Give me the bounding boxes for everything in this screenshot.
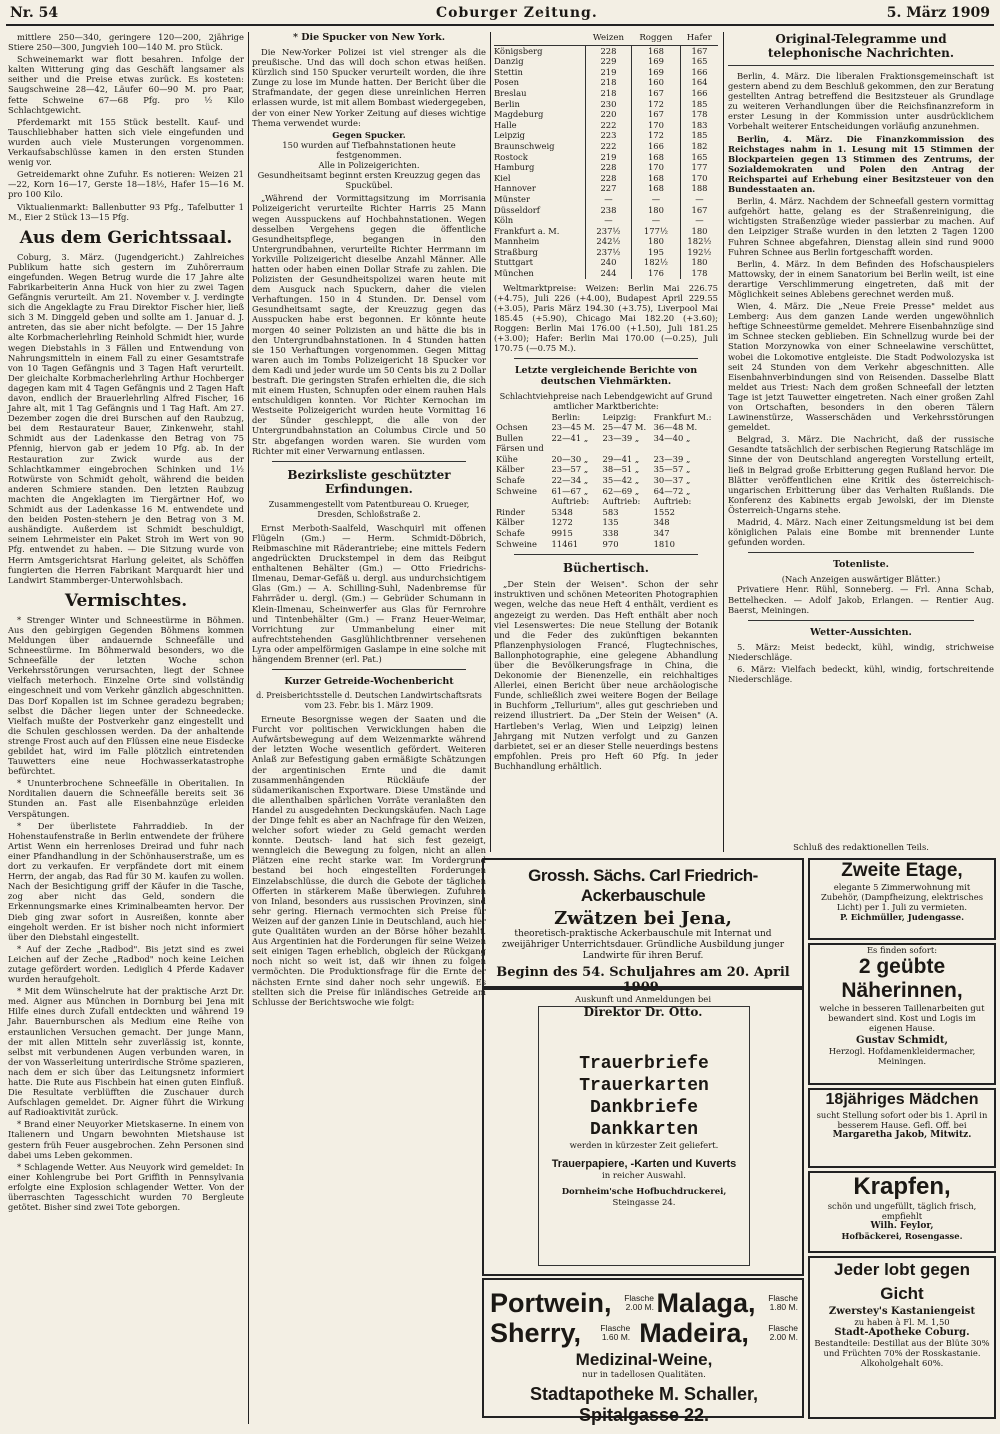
- ad-line: Steingasse 24.: [612, 1198, 676, 1208]
- table-cell: 135: [602, 517, 619, 528]
- grain-market: Getreidemarkt ohne Zufuhr. Es notieren: Weizen 21—22, Korn 16—17, Gerste 18—18½, Hafer 15—16 M. pro 100 Kilo.: [8, 169, 244, 200]
- table-cell: 223: [585, 130, 631, 141]
- table-cell: Stuttgart: [494, 257, 533, 268]
- wine-advertisement: [482, 1278, 804, 1425]
- apartment-ad: Zweite Etage, elegante 5 Zimmerwohnung mit Zubehör, (Dampfheizung, elektrisches Licht) per 1. Juli zu vermieten. P. Eichmüller, Judengasse.: [808, 858, 996, 940]
- weather-heading: Wetter-Aussichten.: [810, 626, 912, 638]
- table-row: [494, 247, 718, 258]
- table-row: [494, 528, 718, 539]
- table-cell: 22—34 „: [551, 475, 589, 486]
- court-report: Coburg, 3. März. (Jugendgericht.) Zahlreiches Publikum hatte sich gestern im Zuhörerraum eingefunden. Wegen Betrug wurde die 17 Jahre alte Fabrikarbeiterin Anna Huck von hier zu zwei Tagen Gefängnis verurteilt. Am 21. November v. J. verdingte sich die Angeklagte zu Frau Direktor Fischer hier, ließ sich 3 M. Dinggeld geben und sollte am 1. Januar d. J. antreten, das sie aber nicht befolgte. — Der 15 Jahre alte Korbmacherlehrling Reinhold Schmidt hier, wurde wegen Diebstahls in 3 Fällen und Entwendung von Nahrungsmitteln in einem Fall zu einer Gesamtstrafe von 10 Tagen Gefängnis und 3 Tagen Haft verurteilt. Der gleichalte Korbmacherlehrling Arthur Hochberger dagegen kam mit 4 Tagen Gefängnis und 2 Tagen Haft davon, endlich der Brauerlehrling Alfred Fischer, 16 Jahre alt, mit 1 Tag Gefängnis und 1 Tag Haft. Am 27. Dezember zogen die drei Burschen auf den Raubzug, bei dem Restaurateur Bauer, Zinkenwehr, stahl Schmidt aus der Ladenkasse den Betrag von 75 Pfennig, hiervon gab er jedem 10 Pfg. ab. In der Restauration zur Zwick wurde aus der Schlachtkammer eingebrochen Schinken und 1½ Rotwürste von Schmidt geholt, während die beiden anderen Schmiere standen. Den letzten Raubzug machten die Angeklagten im Tiergärtner Hof, wo Schmidt aus der Ladenkasse 16 M. entwendete und den beiden Posten-stehern je den Betrag von 3 M. aushändigte. Außerdem ist Schmidt beschuldigt, seinem Lehrmeister ein Paket Stroh im Wert von 90 Pfg. entwendet zu haben. — Die Sitzung wurde von Herrn Amtsgerichtsrat Harlung geleitet, als Schöffen fungierten die Herren Fabrikant Marquardt hier und Landwirt Stammberger-Unterwohlsbach.: [8, 251, 244, 585]
- table-cell: Stettin: [494, 66, 523, 77]
- table-cell: Kälber: [496, 517, 525, 528]
- telegram: Berlin, 4. März. Die liberalen Fraktionsgemeinschaft ist gestern abend zu dem Beschluß gekommen, den zur Beratung gestellten Antrag betreffend die Besitzsteuer als Grundlage zu weiteren Verhandlungen über die Reichsfinanzreform in erster Lesung in der Kommission unter ausdrücklichem Vorbehalt weiterer Entscheidungen vorläufig anzunehmen.: [728, 71, 994, 132]
- column-rule: [248, 32, 249, 1424]
- wine-quality: nur in tadellosen Qualitäten.: [582, 1370, 706, 1380]
- table-cell: [549, 443, 600, 454]
- table-row: [494, 443, 718, 454]
- divider: [272, 461, 466, 462]
- table-cell: 182½: [680, 236, 718, 247]
- table-cell: Kiel: [494, 172, 511, 183]
- classifieds-column: [808, 858, 996, 1418]
- column-rule: [490, 32, 491, 852]
- table-cell: 229: [585, 56, 631, 67]
- ad-line: Dankbriefe: [589, 1098, 699, 1118]
- table-cell: 218: [585, 77, 631, 88]
- school-director: Direktor Dr. Otto.: [583, 1005, 703, 1019]
- table-cell: —: [631, 215, 680, 226]
- table-cell: 970: [602, 538, 619, 549]
- table-cell: Leipzig: [494, 130, 526, 141]
- table-cell: Auftrieb:: [551, 496, 590, 507]
- job-seeker-ad: 18jähriges Mädchen sucht Stellung sofort oder bis 1. April in besserem Hause. Gefl. Off. bei Margaretha Jakob, Mitwitz.: [808, 1088, 996, 1168]
- patents-heading: Bezirksliste geschützter Erfindungen.: [287, 467, 451, 496]
- patents-list: Ernst Merboth-Saalfeld, Waschquirl mit offenen Flügeln (Gm.) — Herm. Schmidt-Döbrich, Reibmaschine mit Räderantriebe; eine mittels Federn angedrückten Druckstempel in dem das Reibgut enthaltenen Behälter (Gm.) — Otto Friedrichs-Ilmenau, Demar-Gefäß u. dergl. aus undurchsichtigem Glas (Gm.) — A. Schilling-Suhl, Nadenbremse für Fahrräder u. dergl. (Gm.) — Gebrüder Schumann in Klein-Ilmenau, Scheinwerfer aus Glas für Fernrohre und Tintenbehälter (Gm.) — Franz Heuer-Weimar, Vorrichtung zur Ummanbelung einer mit aufrechtstehenden Gasglühlichtbrenner versehenen Lyra oder ampelförmigen Gaslampe in eine solche mit hängendem Brenner (erl. Pat.): [252, 522, 486, 664]
- table-cell: 30—37 „: [653, 475, 691, 486]
- weather-forecast: 6. März: Vielfach bedeckt, kühl, windig, fortschreitende Niederschläge.: [728, 663, 994, 684]
- table-cell: Hamburg: [494, 162, 535, 173]
- column-4: [728, 32, 994, 842]
- table-cell: 168: [631, 183, 680, 194]
- table-cell: Magdeburg: [494, 109, 544, 120]
- column-1: [8, 32, 244, 1424]
- table-row: [494, 422, 718, 433]
- wine-name: Malaga,: [656, 1288, 756, 1318]
- table-cell: 182: [680, 141, 718, 152]
- pig-market: Schweinemarkt war flott besahren. Infolge der kalten Witterung ging das Geschäft langsamer als seither und die Preise etwas zurück. Es kosteten: Saugschweine 28—42, Läufer 60—90 M. pro Paar, fette Schweine 67—68 Pfg. pro ½ Kilo Schlachtgewicht.: [8, 54, 244, 115]
- bakery-ad: Krapfen, schön und ungefüllt, täglich frisch, empfiehlt Wilh. Feylor, Hofbäckerei, Rosengasse.: [808, 1171, 996, 1253]
- telegram: Madrid, 4. März. Nach einer Zeitungsmeldung ist bei dem königlichen Palais eine Bombe mit brennender Lunte gefunden worden.: [728, 517, 994, 548]
- table-row: [494, 475, 718, 486]
- divider: [514, 554, 698, 555]
- table-cell: Auftrieb:: [602, 496, 641, 507]
- table-cell: München: [494, 268, 534, 279]
- table-cell: 23—39 „: [653, 453, 691, 464]
- table-cell: 168: [631, 173, 680, 184]
- deaths-list: Privatiere Henr. Rühl, Sonneberg. — Frl. Anna Schab, Bettelhecken. — Adolf Jakob, Erlangen. — Rentier Aug. Baerst, Meiningen.: [728, 584, 994, 615]
- school-name: Grossh. Sächs. Carl Friedrich-Ackerbauschule: [528, 866, 758, 905]
- table-cell: 166: [631, 141, 680, 152]
- ad-line: Trauerbriefe: [579, 1054, 709, 1074]
- cattle-table-header: Frankfurt M.:: [653, 411, 712, 422]
- grain-table-header: Roggen: [631, 32, 680, 45]
- table-cell: 172: [631, 99, 680, 110]
- spitters-caption: Alle in Polizeigerichten.: [318, 160, 420, 171]
- table-cell: 244: [585, 268, 631, 279]
- grain-table-header: Hafer: [680, 32, 718, 45]
- school-advertisement: [482, 858, 804, 1019]
- table-cell: 170: [680, 173, 718, 184]
- table-row: [494, 67, 718, 78]
- misc-heading: Vermischtes.: [64, 590, 188, 611]
- table-cell: Braunschweig: [494, 140, 555, 151]
- misc-item: * Der überlistete Fahrraddieb. In der Hohenstaufenstraße in Berlin entwendete der frühere Artist Wenn ein herrenloses Dreirad und fuhr nach einer Pfandhandlung in der Schönhauserstraße, um es dort zu verkaufen. Er verpfändete dort mit einem Herrn, der angab, das Rad für 30 M. kaufen zu wollen. Nach der Besichtigung griff der Käufer in die Tasche, zog aber nicht das Geld, sondern die Erkennungsmarke eines Kriminalbeamten hervor. Der Dieb ging zwar sofort in Ausreißen, konnte aber eingeholt werden. Er ist bisher noch nicht informiert über den Diebstahl eingestellt.: [8, 820, 244, 942]
- table-cell: 166: [680, 67, 718, 78]
- table-cell: 1552: [653, 506, 675, 517]
- food-market: Viktualienmarkt: Ballenbutter 93 Pfg., Tafelbutter 1 M., Eier 2 Stück 13—15 Pfg.: [8, 201, 244, 222]
- table-cell: 164: [680, 77, 718, 88]
- divider: [514, 358, 698, 359]
- ad-line: Trauerpapiere, -Karten und Kuverts: [551, 1158, 737, 1170]
- table-row: [494, 173, 718, 184]
- table-row: [494, 433, 718, 444]
- table-cell: 9915: [551, 528, 573, 539]
- table-cell: 1810: [653, 538, 675, 549]
- table-row: [494, 215, 718, 226]
- table-cell: 36—48 M.: [653, 422, 698, 433]
- table-row: [494, 183, 718, 194]
- books-heading: Büchertisch.: [563, 561, 649, 576]
- table-cell: 222: [585, 141, 631, 152]
- table-cell: 228: [585, 162, 631, 173]
- cattle-price-table: [494, 412, 718, 550]
- end-of-editorial: Schluß des redaktionellen Teils.: [793, 842, 929, 852]
- table-row: [494, 454, 718, 465]
- telegram: Berlin, 4. März. In dem Befinden des Hofschauspielers Mattowsky, der in einem Sanatorium bei Berlin weilt, ist eine derartige Verschlimmerung eingetreten, daß mit der Möglichkeit seines Ablebens gerechnet werden muß.: [728, 258, 994, 299]
- table-cell: Färsen und: [496, 443, 544, 454]
- table-cell: Danzig: [494, 56, 524, 67]
- telegram: Berlin, 4. März. Nachdem der Schneefall gestern vormittag aufgehört hatte, gelang es der Straßenreinigung, die wichtigsten Straßenzüge wieder passierbar zu machen. Auf den Leipziger Straße wurden in den letzten 2 Tagen 1200 Fuhren Schnee abgefahren, Dienstag allein sind rund 9000 Fuhren Schnee aus Berlin fortgeschafft worden.: [728, 196, 994, 257]
- table-cell: Schafe: [496, 475, 525, 486]
- spitters-heading: * Die Spucker von New York.: [292, 32, 446, 43]
- table-cell: 178: [680, 268, 718, 279]
- table-cell: Düsseldorf: [494, 204, 540, 215]
- table-cell: 177½: [631, 226, 680, 237]
- table-cell: 23—39 „: [602, 432, 640, 443]
- table-cell: 242½: [585, 236, 631, 247]
- table-cell: Straßburg: [494, 246, 538, 257]
- misc-item: * Mit dem Wünschelrute hat der praktische Arzt Dr. med. Aigner aus München in Dornburg bei Jena mit Hilfe eines durch Zufall entdeckten und während 19 Jahr. Bauernburschen als Medium eine Reihe von erstaunlichen Versuchen gemacht. Der junge Mann, der mit allen Mitteln sehr zuverlässig ist, konnte, selbst mit verbundenen Augen verbunden waren, in der von Wasserleitung unterirdische Ströme spazieren, nach dem er sich über das Leitungsnetz informiert hatte. Die Rute aus Fischbein hat einen guten Einfluß. Die Resultate verblüfften die Zuschauer durch Aufschlagen gemeldet. Dr. Aigner führt die Wirkung auf Radioaktivität zurück.: [8, 986, 244, 1118]
- telegram: Berlin, 4. März. Die Finanzkommission des Reichstages nahm in 1. Lesung mit 15 Stimmen der Blockparteien gegen 13 Stimmen des Zentrums, der Sozialdemokraten und Polen den Antrag der Reichspartei auf Erhebung einer Besitzsteuer von den Bundesstaaten an.: [728, 133, 994, 195]
- ad-line: Dornheim'sche Hofbuchdruckerei,: [561, 1187, 727, 1197]
- table-cell: —: [585, 215, 631, 226]
- table-cell: 583: [602, 506, 619, 517]
- table-row: [494, 507, 718, 518]
- world-market-prices: Weltmarktpreise: Weizen: Berlin Mai 226.75 (+4.75), Juli 226 (+4.00), Budapest April 229.55 (+3.05), Paris März 194.30 (+3.75), Liverpool Mai 185.45 (+5.90), Chicago Mai 182.20 (+3.60); Roggen: Berlin Mai 176.00 (+1.50), Juli 181.25 (+3.00); Hafer: Berlin Mai 170.00 (—0.25), Juli 170.75 (—0.75 M.).: [494, 282, 718, 354]
- table-cell: 170: [631, 162, 680, 173]
- table-row: [494, 56, 718, 67]
- table-cell: 238: [585, 205, 631, 216]
- table-row: [494, 152, 718, 163]
- table-cell: 348: [653, 517, 670, 528]
- table-cell: Münster: [494, 193, 530, 204]
- table-row: [494, 268, 718, 279]
- table-row: [494, 120, 718, 131]
- table-cell: 167: [680, 205, 718, 216]
- deaths-heading: Totenliste.: [833, 559, 889, 571]
- table-cell: Schweine: [496, 485, 537, 496]
- table-cell: 219: [585, 152, 631, 163]
- misc-item: * Brand einer Neuyorker Mietskaserne. In einem von Italienern und Ungarn bewohnten Mietshause ist gestern früh Feuer ausgebrochen. Zehn Personen sind dabei ums Leben gekommen.: [8, 1119, 244, 1160]
- table-cell: 167: [631, 88, 680, 99]
- table-cell: 176: [631, 268, 680, 279]
- table-cell: 219: [585, 67, 631, 78]
- misc-item: * Strenger Winter und Schneestürme in Böhmen. Aus den gebirgigen Gegenden Böhmens kommen Meldungen über andauernde Schneefälle und Schneestürme. Im Böhmerwald besonders, wo die Schneefälle der letzten Woche schon Verkehrsstörungen verursachten, liegt der Schnee vielfach meterhoch. Einzelne Orte sind vollständig eingeschneit und vom Verkehr gänzlich abgeschnitten. Das Dorf Kopallen ist im Schnee geradezu begraben; selbst die Dächer liegen unter der Schneedecke. Vielfach mußte der Postverkehr ganz eingestellt und die Schulen geschlossen werden. Da der anhaltende strenge Frost auch auf den Flüssen eine neue Eisdecke gebildet hat, wird im Falle plötzlich eintretenden Tauwetters eine neue Hochwasserkatastrophe befürchtet.: [8, 614, 244, 777]
- table-cell: Königsberg: [494, 45, 543, 56]
- wine-price: Flasche 2.00 M.: [768, 1323, 798, 1342]
- table-cell: 228: [585, 45, 631, 56]
- misc-item: * Ununterbrochene Schneefälle in Oberitalien. In Norditalien dauern die Schneefälle bereits seit 36 Stunden an. Fast alle Eisenbahnzüge erleiden Verspätungen.: [8, 778, 244, 819]
- gout-remedy-ad: Jeder lobt gegen Gicht Zwerstey's Kastaniengeist zu haben à Fl. M. 1,50 Stadt-Apotheke Coburg. Bestandteile: Destillat aus der Blüte 30% und Früchten 70% der Rosskastanie. Alkoholgehalt 60%.: [808, 1256, 996, 1419]
- table-cell: 167: [680, 45, 718, 56]
- books-review: „Der Stein der Weisen". Schon der sehr instruktiven und schönen Meteoriten Photographien wegen, welche das neue Heft 4 enthält, verdient es angezeigt zu werden. Das Heft enthält aber noch viel Lesenswertes: Die neue Stellung der Botanik und die Feder des zukünftigen bekannten Pflanzenphysiologen Francé, Flugtechnisches, Ballonphotographie, eine gelegene Abhandlung über die Bevölkerungsfrage in China, die Dekonomie der Bienenzelle, ein reichhaltiges Allerlei, einen Bericht über neue archäologische Funde, schließlich zwei weitere Bogen der Beilage in Buchform „Tellurium", alles gut geschrieben und reizend illustriert. Da „Der Stein der Weisen" (A. Hartleben's Verlag, Wien und Leipzig) leinen Jahrgang mit Nutzen verfolgt und zu Ganzen darbietet, sei er an dieser Stelle neuerdings bestens empfohlen. Preis pro Heft 60 Pfg. In jeder Buchhandlung erhältlich.: [494, 579, 718, 771]
- table-cell: 5348: [551, 506, 573, 517]
- ad-frame: [538, 1006, 750, 1266]
- issue-date: 5. März 1909: [886, 5, 990, 21]
- telegrams-heading: Original-Telegramme und telephonische Nachrichten.: [767, 32, 955, 60]
- table-cell: Posen: [494, 77, 519, 88]
- table-cell: 35—57 „: [653, 464, 691, 475]
- table-cell: Ochsen: [496, 422, 528, 433]
- table-cell: 29—41 „: [602, 453, 640, 464]
- table-cell: Mannheim: [494, 236, 540, 247]
- table-row: [494, 517, 718, 528]
- divider: [728, 65, 994, 66]
- table-row: [494, 88, 718, 99]
- table-cell: 338: [602, 528, 619, 539]
- newspaper-title: Coburger Zeitung.: [436, 5, 598, 21]
- misc-item: * Auf der Zeche „Radbod". Bis jetzt sind es zwei Leichen auf der Zeche „Radbod" noch keine Leichen zutage gefördert worden. Lediglich 4 Pferde Kadaver wurden heraufgeholt.: [8, 943, 244, 985]
- table-cell: 38—51 „: [602, 464, 640, 475]
- court-heading: Aus dem Gerichtssaal.: [19, 227, 233, 248]
- table-cell: [652, 443, 718, 454]
- grain-table-header: [494, 32, 585, 45]
- wine-price: Flasche 1.80 M.: [768, 1293, 798, 1312]
- spitters-caption: Gesundheitsamt beginnt ersten Kreuzzug gegen das Spuckübel.: [257, 170, 481, 191]
- table-cell: 165: [680, 56, 718, 67]
- table-cell: 62—69 „: [602, 485, 640, 496]
- ad-line: in reicher Auswahl.: [602, 1171, 686, 1181]
- cattle-table-header: Berlin:: [551, 411, 581, 422]
- table-cell: 168: [631, 45, 680, 56]
- table-cell: 347: [653, 528, 670, 539]
- table-cell: 170: [631, 120, 680, 131]
- table-cell: 228: [585, 173, 631, 184]
- table-cell: 182½: [631, 257, 680, 268]
- table-cell: 230: [585, 99, 631, 110]
- table-cell: Frankfurt a. M.: [494, 225, 560, 236]
- mourning-cards-advertisement: [482, 988, 804, 1276]
- spitters-report: „Während der Vormittagsitzung im Morrisania Polizeigericht verurteilte Richter Harris 25 Mann wegen Ausspuckens auf Hochbahnstationen. Wegen desselben Vergehens gegen die öffentliche Gesundheitspflege, begangen in den Untergrundbahnen, verurteilte Richter Herrmann im Yorkville Polizeigericht dieselbe Anzahl Männer. Alle hatten oder haben einen Dollar Strafe zu zahlen. Die Polizisten der Gesundheitspolizei waren heute mit dem Ausguck nach Spuckern, daher die vielen Verhaftungen. 150 in 4 Stunden. Dr. Densel vom Gesundheitsamt sagte, der Kreuzzug gegen das Ausspucken habe erst begonnen. Er könnte heute morgen 40 seiner Polizisten an und hätte die bis in den Untergrundbahnstationen. In 4 Stunden hatten sie 150 Verhaftungen vorgenommen. Gegen Mittag waren auch im Tombs Polizeigericht 18 Spucker vor dem Kadi und jeder wurde um 50 Cents bis zu 2 Dollar bestraft. Die geringsten Strafen erhielten die, die sich mit einem Husten, Schnupfen oder einem rauhen Hals entschuldigen konnten. Vor Richter Kernochan im Westseite Polizeigericht wurden heute Vormittag 16 der Sünder geschleppt, die alle von der Untergrundbahnstation an Columbus Circle und 50 Str. abgefangen worden waren. Sie wurden vom Richter mit einer Verwarnung entlassen.: [252, 193, 486, 456]
- spitters-intro: Die New-Yorker Polizei ist viel strenger als die preußische. Und das will doch schon etwas heißen. Kürzlich sind 150 Spucker verurteilt worden, die ihre Zunge zu lose im Munde hatten. Der Bericht über die Strafmandate, der gegen diese unreinlichen Herren erlassen wurde, ist mit allem Bombast wiedergegeben, der von einer New Yorker Zeitung auf dieses wichtige Thema verwendet wurde:: [252, 47, 486, 128]
- table-cell: Schweine: [496, 538, 537, 549]
- table-cell: 180: [631, 205, 680, 216]
- table-cell: 237½: [585, 226, 631, 237]
- table-row: [494, 205, 718, 216]
- cattle-subtitle: Schlachtviehpreise nach Lebendgewicht auf Grund amtlicher Marktberichte:: [499, 391, 713, 412]
- table-cell: 180: [680, 226, 718, 237]
- table-cell: 192½: [680, 247, 718, 258]
- cattle-prices: mittlere 250—340, geringere 120—200, 2jährige Stiere 250—300, Jungvieh 100—140 M. pro Stück.: [8, 32, 244, 53]
- cattle-table-header: Leipzig:: [602, 411, 637, 422]
- table-row: [494, 194, 718, 205]
- table-row: [494, 109, 718, 120]
- table-cell: Breslau: [494, 87, 527, 98]
- table-cell: Hannover: [494, 183, 536, 194]
- telegram: Belgrad, 3. März. Die Nachricht, daß der russische Gesandte tatsächlich der serbischen Regierung Ratschläge im Sinne der von Deutschland angeregten Vorstellung erteilt, ließ in Belgrad große Erbitterung gegen Rußland hervor. Die Blätter veröffentlichen eine Kritik des österreichisch-ungarischen Erbitterung über das Verhalten Rußlands. Die Konferenz des Kabinetts ergab Jewolski, der im Dienste Österreich-Ungarns stehe.: [728, 434, 994, 515]
- divider: [748, 620, 974, 621]
- misc-item: * Schlagende Wetter. Aus Neuyork wird gemeldet: In einer Kohlengrube bei Port Griffith in Pennsylvania erfolgte eine Explosion schlagender Wetter. Von der überraschten Tagesschicht wurden 70 Bergleute getötet. Bisher sind zwei Tote geborgen.: [8, 1161, 244, 1213]
- table-row: [494, 141, 718, 152]
- spitters-caption: Gegen Spucker.: [332, 129, 406, 140]
- table-cell: 168: [631, 152, 680, 163]
- school-location: Zwätzen bei Jena,: [554, 908, 732, 929]
- table-cell: 23—45 M.: [551, 422, 596, 433]
- table-cell: Bullen: [496, 432, 524, 443]
- table-cell: 160: [631, 77, 680, 88]
- table-cell: 11461: [551, 538, 579, 549]
- table-cell: 188: [680, 183, 718, 194]
- grain-report-source: d. Preisberichtsstelle d. Deutschen Landwirtschaftsrats vom 23. Febr. bis 1. März 1909.: [256, 691, 482, 711]
- horse-market: Pferdemarkt mit 155 Stück bestellt. Kauf- und Tauschliebhaber hatten sich viele eingefunden und wurden auch viele Musterungen vorgenommen. Verkaufsabschlüsse kamen in den ersten Stunden wenig vor.: [8, 116, 244, 168]
- table-cell: —: [680, 215, 718, 226]
- weather-forecast: 5. März: Meist bedeckt, kühl, windig, strichweise Niederschläge.: [728, 641, 994, 662]
- table-cell: —: [680, 194, 718, 205]
- table-row: [494, 257, 718, 268]
- school-term-start: Beginn des 54. Schuljahres am 20. April 1909.: [496, 965, 790, 995]
- table-cell: 167: [631, 109, 680, 120]
- table-cell: 169: [631, 56, 680, 67]
- issue-number: Nr. 54: [10, 5, 59, 21]
- table-cell: 165: [680, 152, 718, 163]
- table-row: [494, 45, 718, 56]
- table-row: [494, 496, 718, 507]
- table-cell: Schafe: [496, 528, 525, 539]
- table-cell: 34—40 „: [653, 432, 691, 443]
- wine-name: Portwein,: [490, 1288, 612, 1318]
- divider: [748, 552, 974, 553]
- table-row: [494, 130, 718, 141]
- table-cell: Rinder: [496, 506, 525, 517]
- deaths-subtitle: (Nach Anzeigen auswärtiger Blätter.): [781, 574, 941, 585]
- table-cell: Auftrieb:: [653, 496, 692, 507]
- table-cell: Köln: [494, 215, 514, 226]
- table-row: [494, 162, 718, 173]
- table-row: [494, 486, 718, 497]
- table-cell: 177: [680, 162, 718, 173]
- wine-price: Flasche 1.60 M.: [600, 1323, 631, 1342]
- table-row: [494, 99, 718, 110]
- cattle-heading: Letzte vergleichende Berichte von deutschen Viehmärkten.: [514, 365, 698, 388]
- table-cell: 183: [680, 120, 718, 131]
- column-3: [494, 32, 718, 842]
- masthead: [6, 2, 994, 26]
- seamstress-ad: Es finden sofort: 2 geübte Näherinnen, welche in besseren Taillenarbeiten gut bewandert sind. Kost und Logis im eigenen Hause. Gustav Schmidt, Herzogl. Hofdamenkleidermacher, Meiningen.: [808, 943, 996, 1085]
- table-cell: [494, 496, 549, 507]
- table-cell: 25—47 M.: [602, 422, 647, 433]
- table-cell: 195: [631, 247, 680, 258]
- column-2: [252, 32, 486, 1424]
- wine-category: Medizinal-Weine,: [575, 1350, 713, 1369]
- wine-name: Madeira,: [639, 1318, 749, 1348]
- table-cell: 218: [585, 88, 631, 99]
- table-cell: Kühe: [496, 453, 518, 464]
- divider: [272, 669, 466, 670]
- grain-report: Erneute Besorgnisse wegen der Saaten und die Furcht vor politischen Verwicklungen haben die Aufwärtsbewegung auf dem Weizenmarkte während der letzten Woche wesentlich gefördert. Weiteren Anlaß zur Befestigung gaben ermäßigte Schätzungen der argentinischen Ernte und die damit zusammenhängenden Rückläufe der südamerikanischen Exportware. Diese Umstände und die allenthalben spärlichen Vorräte veranlaßten den Handel zu ausgedehnten Deckungskäufen. Nach Lage der Dinge fehlt es aber an Nachfrage für den Weizen, welcher sofort wieder zu Geld gemacht werden konnte. Deutsch- land hat sich fest gezeigt, wenngleich die Bewegung zu folgen, nicht an allen Plätzen eine recht starke war. Im Vordergrund bestand bei hoch eingestellten Forderungen Einzelabschlüsse, die durch die Gebote der täglichen Offerten in stärkerem Maße überwiegen. Zufuhren von Inland, besonders aus russischen Provinzen, sind sehr gering. Hiernach vermochten sich Preise für Weizen auf der ganzen Linie in Deutschland, auch hier gute Qualitäten wurden an der Börse höher bezahlt. Aus Argentinien hat die Forderungen für seine Weizen seit einigen Tagen erheblich, obgleich der Rückgang noch nicht so weit ist, daß wir ihnen zu folgen vermöchten. Die Produktionsfrage für die Ernte der nächsten Ernte sind daher noch sehr ungewiß. Es stellten sich die Preise für inländisches Getreide am Schlusse der Berichtswoche wie folgt:: [252, 714, 486, 1007]
- table-cell: [601, 443, 652, 454]
- grain-table-header: Weizen: [585, 32, 631, 45]
- grain-report-heading: Kurzer Getreide-Wochenbericht: [284, 676, 454, 688]
- table-cell: 240: [585, 257, 631, 268]
- table-cell: 185: [680, 130, 718, 141]
- table-row: [494, 539, 718, 550]
- table-row: [494, 77, 718, 88]
- telegram: Wien, 4. März. Die „Neue Freie Presse" meldet aus Lemberg: Aus dem ganzen Lande werden ungewöhnlich heftige Schneestürme gemeldet. Mehrere Eisenbahnzüge sind im Schnee stecken geblieben. Ein Schnellzug wurde bei der Station Morzynowka von einer Schneelawine verschüttet, wobei die Lokomotive entgleiste. Die Stadt Podwolozyska ist seit 24 Stunden von dem Verkehr abgeschnitten. Alle Eisenbahnverbindungen sind von Reisenden. Dasselbe Blatt meldet aus Triest: Nach dem großen Schneefall der letzten Tage ist jetzt Tauwetter eingetreten. Nach einer großen Zahl von Ortschaften, besonders in den oberen Tälern Lawinenstürze, Wasserschäden und Verkehrsstörungen gemeldet.: [728, 301, 994, 433]
- table-row: [494, 236, 718, 247]
- table-cell: 169: [631, 67, 680, 78]
- wine-name: Sherry,: [490, 1318, 582, 1348]
- table-cell: 180: [631, 236, 680, 247]
- table-cell: 237½: [585, 247, 631, 258]
- patents-source: Zusammengestellt vom Patentbureau O. Krueger, Dresden, Schloßstraße 2.: [268, 499, 470, 519]
- table-cell: 180: [680, 257, 718, 268]
- table-cell: 227: [585, 183, 631, 194]
- grain-price-table: [494, 32, 718, 279]
- cattle-table-header: [494, 412, 549, 423]
- table-cell: Halle: [494, 119, 517, 130]
- table-row: [494, 464, 718, 475]
- table-cell: 23—57 „: [551, 464, 589, 475]
- table-cell: 178: [680, 109, 718, 120]
- table-cell: 35—42 „: [602, 475, 640, 486]
- ad-line: Trauerkarten: [579, 1076, 709, 1096]
- table-cell: Kälber: [496, 464, 525, 475]
- ad-line: werden in kürzester Zeit geliefert.: [569, 1141, 719, 1151]
- table-cell: 172: [631, 130, 680, 141]
- table-cell: Berlin: [494, 98, 520, 109]
- spitters-caption: 150 wurden auf Tiefbahnstationen heute festgenommen.: [282, 139, 456, 160]
- table-cell: 222: [585, 120, 631, 131]
- table-cell: Rostock: [494, 151, 528, 162]
- school-description: theoretisch-praktische Ackerbauschule mit Internat und zweijähriger Unterrichtsdauer. Gründliche Ausbildung junger Landwirte für ihren Beruf.: [501, 929, 784, 961]
- table-cell: 22—41 „: [551, 432, 589, 443]
- table-cell: 1272: [551, 517, 573, 528]
- table-cell: 64—72 „: [653, 485, 691, 496]
- pharmacy-name: Stadtapotheke M. Schaller, Spitalgasse 22.: [529, 1384, 759, 1425]
- table-row: [494, 226, 718, 237]
- wine-price: Flasche 2.00 M.: [624, 1293, 654, 1312]
- table-cell: 20—30 „: [551, 453, 589, 464]
- table-cell: 220: [585, 109, 631, 120]
- table-cell: —: [631, 194, 680, 205]
- ad-line: Dankkarten: [589, 1120, 699, 1140]
- column-rule: [723, 32, 724, 852]
- table-cell: 185: [680, 99, 718, 110]
- table-cell: 61—67 „: [551, 485, 589, 496]
- school-contact: Auskunft und Anmeldungen bei: [574, 995, 712, 1005]
- table-cell: 166: [680, 88, 718, 99]
- table-cell: —: [585, 194, 631, 205]
